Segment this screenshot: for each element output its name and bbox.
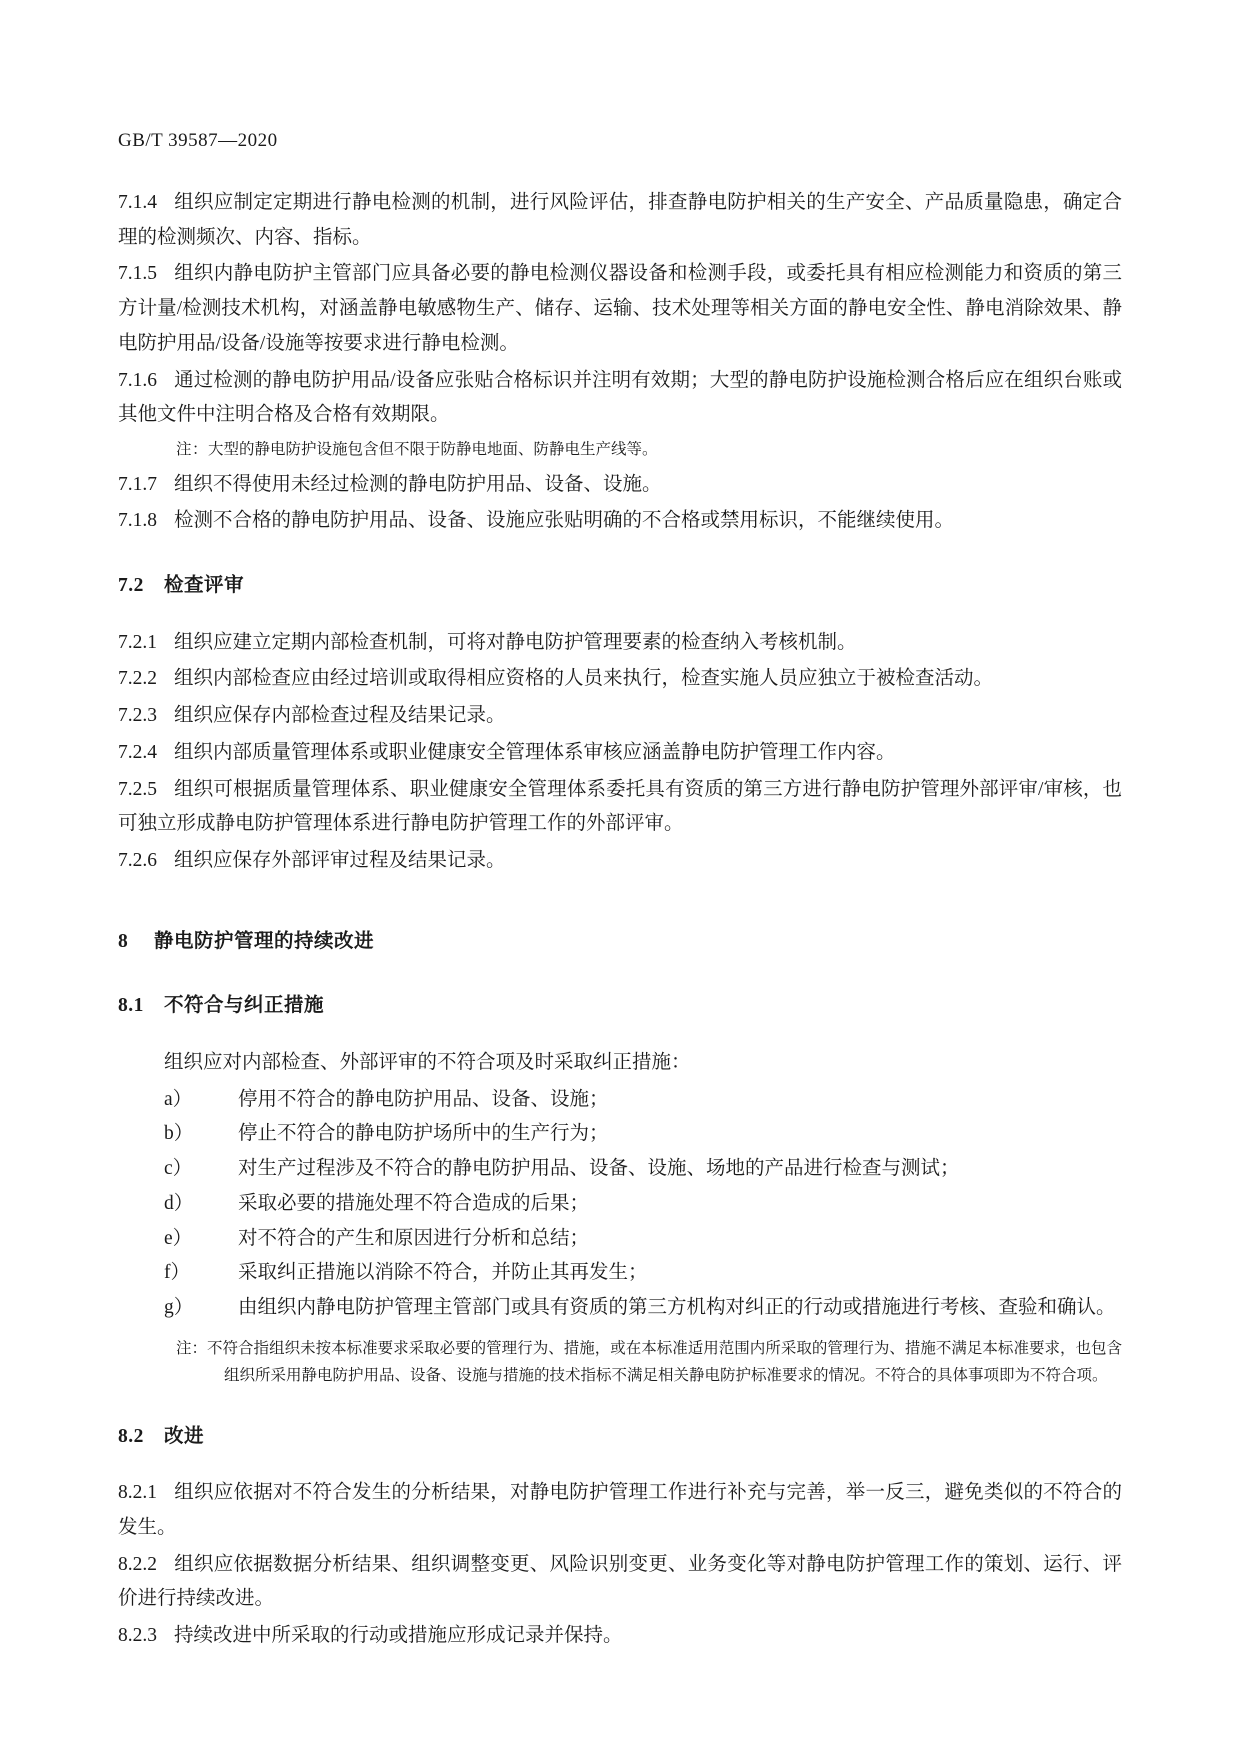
list-item-label: d） bbox=[164, 1192, 194, 1214]
clause-number: 7.2.2 bbox=[118, 668, 157, 690]
list-item bbox=[164, 1291, 1122, 1326]
list-item-label: c） bbox=[164, 1158, 193, 1180]
clause-number: 8.2.3 bbox=[118, 1625, 157, 1647]
section-heading-7-2 bbox=[118, 569, 1122, 604]
chapter-heading-8 bbox=[118, 925, 1122, 960]
clause-number: 7.1.5 bbox=[118, 263, 157, 285]
clause-text: 检测不合格的静电防护用品、设备、设施应张贴明确的不合格或禁用标识，不能继续使用。 bbox=[174, 510, 955, 532]
list-item-text: 停用不符合的静电防护用品、设备、设施； bbox=[238, 1088, 609, 1110]
clause-paragraph bbox=[118, 257, 1122, 361]
clause-paragraph bbox=[118, 844, 1122, 879]
clause-text: 组织应依据对不符合发生的分析结果，对静电防护管理工作进行补充与完善，举一反三，避免类似的不符合的发生。 bbox=[118, 1482, 1122, 1538]
clause-paragraph bbox=[118, 1476, 1122, 1545]
clause-paragraph bbox=[118, 699, 1122, 734]
clause-number: 7.2.3 bbox=[118, 705, 157, 727]
list-item bbox=[164, 1187, 1122, 1222]
note-block bbox=[118, 437, 1122, 464]
note-hanging bbox=[176, 1336, 1122, 1390]
list-item-text: 采取必要的措施处理不符合造成的后果； bbox=[238, 1192, 590, 1214]
clause-text: 持续改进中所采取的行动或措施应形成记录并保持。 bbox=[174, 1625, 623, 1647]
clause-paragraph bbox=[118, 364, 1122, 433]
clause-paragraph bbox=[118, 504, 1122, 539]
page-header: GB/T 39587—2020 bbox=[118, 130, 278, 151]
list-lead-in: 组织应对内部检查、外部评审的不符合项及时采取纠正措施： bbox=[164, 1052, 691, 1074]
clause-paragraph bbox=[118, 1548, 1122, 1617]
section-number: 8.2 bbox=[118, 1425, 144, 1447]
list-item-label: g） bbox=[164, 1296, 194, 1318]
list-item-text: 对生产过程涉及不符合的静电防护用品、设备、设施、场地的产品进行检查与测试； bbox=[238, 1158, 960, 1180]
list-item-text: 停止不符合的静电防护场所中的生产行为； bbox=[238, 1123, 609, 1145]
list-item bbox=[164, 1083, 1122, 1118]
clause-paragraph bbox=[118, 1619, 1122, 1654]
note-text: 大型的静电防护设施包含但不限于防静电地面、防静电生产线等。 bbox=[208, 440, 658, 458]
document-body bbox=[118, 186, 1122, 1654]
clause-text: 组织内部检查应由经过培训或取得相应资格的人员来执行，检查实施人员应独立于被检查活动。 bbox=[174, 668, 994, 690]
list-item bbox=[164, 1222, 1122, 1257]
clause-text: 组织可根据质量管理体系、职业健康安全管理体系委托具有资质的第三方进行静电防护管理外部评审/审核，也可独立形成静电防护管理体系进行静电防护管理工作的外部评审。 bbox=[118, 778, 1122, 835]
clause-number: 7.2.6 bbox=[118, 849, 157, 871]
note-block bbox=[118, 1336, 1122, 1390]
section-title: 不符合与纠正措施 bbox=[164, 995, 325, 1017]
list-item bbox=[164, 1256, 1122, 1291]
clause-text: 组织不得使用未经过检测的静电防护用品、设备、设施。 bbox=[174, 473, 662, 495]
section-heading-8-2 bbox=[118, 1420, 1122, 1455]
note-text: 不符合指组织未按本标准要求采取必要的管理行为、措施，或在本标准适用范围内所采取的管理行为、措施不满足本标准要求，也包含组织所采用静电防护用品、设备、设施与措施的技术指标不满足相关静电防护标准要求的情况。不符合的具体事项即为不符合项。 bbox=[207, 1339, 1122, 1384]
clause-number: 7.1.6 bbox=[118, 369, 157, 391]
list-item-label: e） bbox=[164, 1227, 193, 1249]
clause-number: 8.2.2 bbox=[118, 1553, 157, 1575]
note-label: 注： bbox=[176, 440, 209, 458]
clause-paragraph bbox=[118, 662, 1122, 697]
note-label: 注： bbox=[176, 1339, 208, 1357]
clause-text: 组织应保存外部评审过程及结果记录。 bbox=[174, 849, 506, 871]
clause-text: 组织应依据数据分析结果、组织调整变更、风险识别变更、业务变化等对静电防护管理工作的策划、运行、评价进行持续改进。 bbox=[118, 1553, 1122, 1610]
clause-text: 组织内部质量管理体系或职业健康安全管理体系审核应涵盖静电防护管理工作内容。 bbox=[174, 741, 896, 763]
clause-number: 7.2.1 bbox=[118, 631, 157, 653]
list-item-text: 对不符合的产生和原因进行分析和总结； bbox=[238, 1227, 590, 1249]
list-item-label: a） bbox=[164, 1088, 193, 1110]
alpha-list bbox=[118, 1083, 1122, 1326]
clause-text: 通过检测的静电防护用品/设备应张贴合格标识并注明有效期；大型的静电防护设施检测合格后应在组织台账或其他文件中注明合格及合格有效期限。 bbox=[118, 369, 1122, 426]
clause-number: 7.1.7 bbox=[118, 473, 157, 495]
list-item bbox=[164, 1117, 1122, 1152]
clause-paragraph bbox=[118, 773, 1122, 842]
clause-number: 7.1.8 bbox=[118, 510, 157, 532]
list-item-text: 由组织内静电防护管理主管部门或具有资质的第三方机构对纠正的行动或措施进行考核、查验和确认。 bbox=[238, 1296, 1116, 1318]
clause-paragraph bbox=[118, 626, 1122, 661]
clause-number: 7.1.4 bbox=[118, 192, 157, 213]
chapter-title: 静电防护管理的持续改进 bbox=[154, 930, 375, 952]
section-title: 改进 bbox=[164, 1425, 205, 1447]
clause-number: 7.2.4 bbox=[118, 741, 157, 763]
section-number: 8.1 bbox=[118, 995, 144, 1017]
clause-paragraph bbox=[118, 186, 1122, 255]
section-number: 7.2 bbox=[118, 574, 144, 596]
list-item-text: 采取纠正措施以消除不符合，并防止其再发生； bbox=[238, 1262, 648, 1284]
clause-text: 组织应建立定期内部检查机制，可将对静电防护管理要素的检查纳入考核机制。 bbox=[174, 631, 857, 653]
clause-text: 组织内静电防护主管部门应具备必要的静电检测仪器设备和检测手段，或委托具有相应检测能力和资质的第三方计量/检测技术机构，对涵盖静电敏感物生产、储存、运输、技术处理等相关方面的静电安全性、静电消除效果、静电防护用品/设备/设施等按要求进行静电检测。 bbox=[118, 263, 1122, 354]
list-item-label: f） bbox=[164, 1262, 190, 1284]
list-item-label: b） bbox=[164, 1123, 194, 1145]
section-title: 检查评审 bbox=[164, 574, 245, 596]
clause-text: 组织应保存内部检查过程及结果记录。 bbox=[174, 705, 506, 727]
clause-number: 8.2.1 bbox=[118, 1482, 157, 1504]
list-item bbox=[164, 1152, 1122, 1187]
clause-text: 组织应制定定期进行静电检测的机制，进行风险评估，排查静电防护相关的生产安全、产品质量隐患，确定合理的检测频次、内容、指标。 bbox=[118, 192, 1122, 248]
section-heading-8-1 bbox=[118, 989, 1122, 1024]
clause-paragraph bbox=[118, 468, 1122, 503]
clause-number: 7.2.5 bbox=[118, 778, 157, 800]
chapter-number: 8 bbox=[118, 930, 129, 952]
clause-paragraph bbox=[118, 736, 1122, 771]
